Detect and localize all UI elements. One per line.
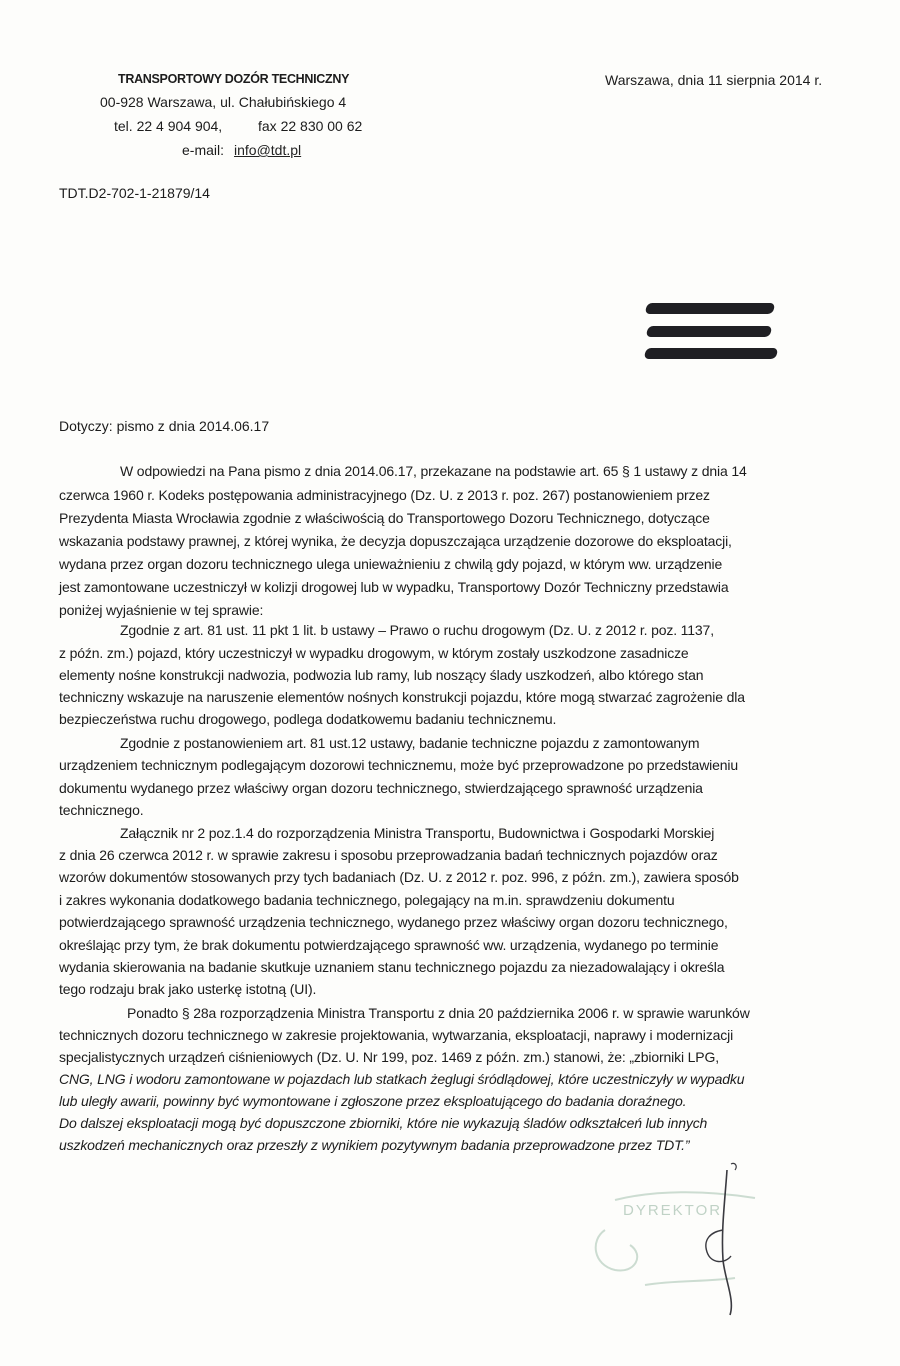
body-line: technicznego. (59, 802, 144, 818)
redaction-bar (645, 303, 775, 314)
institution-fax: fax 22 830 00 62 (258, 118, 363, 134)
signature-graphic (585, 1160, 795, 1320)
body-line-quote: uszkodzeń mechanicznych oraz przeszły z wynikiem pozytywnym badania przeprowadzone przez TDT.” (59, 1137, 690, 1153)
subject-line: Dotyczy: pismo z dnia 2014.06.17 (59, 418, 270, 434)
body-line: dokumentu wydanego przez właściwy organ dozoru technicznego, stwierdzającego sprawność urządzenia (59, 780, 703, 796)
reference-number: TDT.D2-702-1-21879/14 (59, 185, 210, 201)
body-line: poniżej wyjaśnienie w tej sprawie: (59, 602, 264, 618)
body-line: potwierdzającego sprawność urządzenia technicznego, wydanego przez właściwy organ dozoru technicznego, (59, 914, 728, 930)
body-line: technicznych dozoru technicznego w zakresie projektowania, wytwarzania, eksploatacji, naprawy i modernizacji (59, 1027, 734, 1043)
body-line: wydana przez organ dozoru technicznego ulega unieważnieniu z chwilą gdy pojazd, w którym ww. urządzenie (59, 556, 723, 572)
body-line-quote: Do dalszej eksploatacji mogą być dopuszczone zbiorniki, które nie wykazują śladów odkształceń lub innych (59, 1115, 708, 1131)
institution-address: 00-928 Warszawa, ul. Chałubińskiego 4 (100, 94, 347, 110)
body-line: z dnia 26 czerwca 2012 r. w sprawie zakresu i sposobu przeprowadzania badań technicznych pojazdów oraz (59, 847, 718, 863)
body-line: tego rodzaju brak jako usterkę istotną (UI). (59, 981, 317, 997)
body-line: i zakres wykonania dodatkowego badania technicznego, polegający na m.in. sprawdzeniu dokumentu (59, 892, 675, 908)
body-line: W odpowiedzi na Pana pismo z dnia 2014.06.17, przekazane na podstawie art. 65 § 1 ustawy z dnia 14 (120, 463, 747, 479)
body-line: określając przy tym, że brak dokumentu potwierdzającego sprawność ww. urządzenia, wydanego po terminie (59, 937, 719, 953)
body-line: Zgodnie z postanowieniem art. 81 ust.12 ustawy, badanie techniczne pojazdu z zamontowanym (120, 735, 700, 751)
body-line: elementy nośne konstrukcji nadwozia, podwozia lub ramy, lub noszący ślady uszkodzeń, albo którego stan (59, 667, 704, 683)
email-link[interactable]: info@tdt.pl (234, 142, 302, 158)
body-line: z późn. zm.) pojazd, który uczestniczył w wypadku drogowym, w którym zostały uszkodzone zasadnicze (59, 645, 689, 661)
body-line: Ponadto § 28a rozporządzenia Ministra Transportu z dnia 20 października 2006 r. w sprawie warunków (127, 1005, 750, 1021)
body-line-quote: CNG, LNG i wodoru zamontowane w pojazdach lub statkach żeglugi śródlądowej, które uczestniczyły w wypadku (59, 1071, 745, 1087)
body-line: Prezydenta Miasta Wrocławia zgodnie z właściwością do Transportowego Dozoru Technicznego, dotyczące (59, 510, 710, 526)
body-line: bezpieczeństwa ruchu drogowego, podlega dodatkowemu badaniu technicznemu. (59, 711, 557, 727)
institution-name: TRANSPORTOWY DOZÓR TECHNICZNY (118, 72, 350, 86)
director-stamp-signature (585, 1160, 795, 1320)
body-line: techniczny wskazuje na naruszenie elementów nośnych konstrukcji pojazdu, które mogą stwarzać zagrożenie dla (59, 689, 745, 705)
body-line: wzorów dokumentów stosowanych przy tych badaniach (Dz. U. z 2012 r. poz. 996, z późn. zm.), zawiera sposób (59, 869, 739, 885)
body-line: urządzeniem technicznym podlegającym dozorowi technicznemu, może być przeprowadzone po przedstawieniu (59, 757, 738, 773)
institution-phone: tel. 22 4 904 904, (114, 118, 223, 134)
letter-date: Warszawa, dnia 11 sierpnia 2014 r. (605, 72, 823, 88)
redaction-bar (644, 348, 778, 359)
body-line: Zgodnie z art. 81 ust. 11 pkt 1 lit. b ustawy – Prawo o ruchu drogowym (Dz. U. z 2012 r. poz. 1137, (120, 622, 714, 638)
body-line: czerwca 1960 r. Kodeks postępowania administracyjnego (Dz. U. z 2013 r. poz. 267) postanowieniem przez (59, 487, 710, 503)
body-line: Załącznik nr 2 poz.1.4 do rozporządzenia Ministra Transportu, Budownictwa i Gospodarki Morskiej (120, 825, 715, 841)
body-line: wskazania podstawy prawnej, z której wynika, że decyzja dopuszczająca urządzenie dozorowe do eksploatacji, (59, 533, 732, 549)
body-line: specjalistycznych urządzeń ciśnieniowych (Dz. U. Nr 199, poz. 1469 z późn. zm.) stanowi, że: „zbiorniki LPG, (59, 1049, 719, 1065)
redaction-bar (646, 326, 772, 337)
stamp-title: DYREKTOR (623, 1202, 723, 1219)
body-line: jest zamontowane uczestniczył w kolizji drogowej lub w wypadku, Transportowy Dozór Techniczny przedstawia (59, 579, 729, 595)
email-label: e-mail: (182, 142, 225, 158)
body-line: wydania skierowania na badanie skutkuje uznaniem stanu technicznego pojazdu za niezadowalający i określa (59, 959, 725, 975)
body-line-quote: lub uległy awarii, powinny być wymontowane i zgłoszone przez eksploatującego do badania doraźnego. (59, 1093, 687, 1109)
